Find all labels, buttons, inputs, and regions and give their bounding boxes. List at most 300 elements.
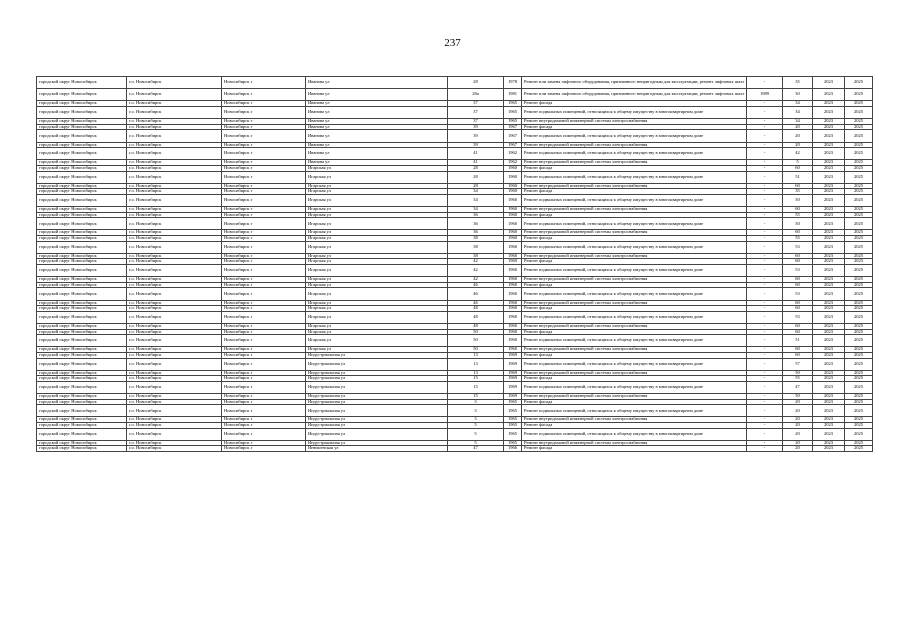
cell-house: 28 [448, 183, 504, 189]
cell-district: городской округ Новосибирск [37, 394, 127, 400]
cell-build-year: 1965 [504, 405, 522, 417]
cell-municipality: г.о. Новосибирск [127, 148, 222, 160]
cell-house: 15 [448, 394, 504, 400]
cell-plan-start: 2023 [813, 428, 845, 440]
cell-city: Новосибирск г [222, 253, 306, 259]
cell-build-year: 1967 [504, 130, 522, 142]
cell-work-type: Ремонт подвальных помещений, относящихся к общему имуществу в многоквартирном доме [522, 288, 747, 300]
cell-city: Новосибирск г [222, 160, 306, 166]
cell-street: Игарская ул [306, 329, 448, 335]
cell-work-type: Ремонт подвальных помещений, относящихся к общему имуществу в многоквартирном доме [522, 106, 747, 118]
cell-repair-year: - [747, 370, 783, 376]
cell-plan-end: 2025 [845, 405, 873, 417]
cell-wear: 20 [783, 423, 813, 429]
cell-wear: 50 [783, 370, 813, 376]
cell-wear: 60 [783, 230, 813, 236]
cell-wear: 51 [783, 335, 813, 347]
cell-plan-end: 2025 [845, 399, 873, 405]
cell-district: городской округ Новосибирск [37, 165, 127, 171]
cell-wear: 20 [783, 130, 813, 142]
cell-district: городской округ Новосибирск [37, 101, 127, 107]
cell-municipality: г.о. Новосибирск [127, 160, 222, 166]
cell-wear: 53 [783, 241, 813, 253]
cell-plan-end: 2025 [845, 142, 873, 148]
cell-wear: 20 [783, 405, 813, 417]
cell-street: Игарская ул [306, 183, 448, 189]
cell-build-year: 1978 [504, 77, 522, 89]
cell-street: Индустриальная ул [306, 394, 448, 400]
cell-plan-start: 2023 [813, 142, 845, 148]
cell-build-year: 1960 [504, 207, 522, 213]
cell-work-type: Ремонт подвальных помещений, относящихся к общему имуществу в многоквартирном доме [522, 428, 747, 440]
cell-house: 28 [448, 77, 504, 89]
cell-build-year: 1967 [504, 124, 522, 130]
cell-street: Иванова ул [306, 124, 448, 130]
cell-street: Игарская ул [306, 171, 448, 183]
cell-wear: 34 [783, 119, 813, 125]
cell-plan-end: 2025 [845, 77, 873, 89]
cell-wear: 5 [783, 160, 813, 166]
cell-repair-year: - [747, 101, 783, 107]
table-row [37, 265, 873, 277]
cell-plan-start: 2023 [813, 236, 845, 242]
cell-street: Индустриальная ул [306, 381, 448, 393]
cell-plan-start: 2023 [813, 265, 845, 277]
cell-street: Иванова ул [306, 130, 448, 142]
cell-street: Иванова ул [306, 119, 448, 125]
cell-district: городской округ Новосибирск [37, 329, 127, 335]
cell-plan-end: 2025 [845, 130, 873, 142]
cell-district: городской округ Новосибирск [37, 119, 127, 125]
cell-work-type: Ремонт внутридомовой инженерной системы электроснабжения [522, 347, 747, 353]
cell-repair-year: - [747, 183, 783, 189]
cell-plan-end: 2025 [845, 207, 873, 213]
cell-wear: 20 [783, 124, 813, 130]
cell-work-type: Ремонт подвальных помещений, относящихся к общему имуществу в многоквартирном доме [522, 130, 747, 142]
cell-plan-start: 2023 [813, 306, 845, 312]
cell-plan-end: 2025 [845, 282, 873, 288]
cell-wear: 53 [783, 265, 813, 277]
cell-district: городской округ Новосибирск [37, 207, 127, 213]
cell-city: Новосибирск г [222, 358, 306, 370]
cell-build-year: 1960 [504, 165, 522, 171]
cell-repair-year: - [747, 282, 783, 288]
cell-street: Игарская ул [306, 347, 448, 353]
cell-repair-year: - [747, 265, 783, 277]
cell-municipality: г.о. Новосибирск [127, 405, 222, 417]
cell-plan-start: 2023 [813, 417, 845, 423]
cell-city: Новосибирск г [222, 241, 306, 253]
cell-house: 37 [448, 106, 504, 118]
cell-build-year: 1960 [504, 253, 522, 259]
cell-street: Индустриальная ул [306, 370, 448, 376]
cell-city: Новосибирск г [222, 394, 306, 400]
cell-municipality: г.о. Новосибирск [127, 253, 222, 259]
cell-municipality: г.о. Новосибирск [127, 259, 222, 265]
cell-plan-start: 2023 [813, 183, 845, 189]
cell-plan-end: 2025 [845, 417, 873, 423]
cell-house: 38 [448, 253, 504, 259]
cell-wear: 50 [783, 194, 813, 206]
cell-municipality: г.о. Новосибирск [127, 277, 222, 283]
cell-municipality: г.о. Новосибирск [127, 183, 222, 189]
cell-wear: 50 [783, 218, 813, 230]
cell-street: Индустриальная ул [306, 399, 448, 405]
cell-house: 39 [448, 142, 504, 148]
cell-city: Новосибирск г [222, 236, 306, 242]
cell-district: городской округ Новосибирск [37, 428, 127, 440]
cell-municipality: г.о. Новосибирск [127, 335, 222, 347]
cell-house: 42 [448, 259, 504, 265]
cell-municipality: г.о. Новосибирск [127, 89, 222, 101]
cell-repair-year: - [747, 399, 783, 405]
cell-work-type: Ремонт подвальных помещений, относящихся к общему имуществу в многоквартирном доме [522, 265, 747, 277]
cell-plan-start: 2023 [813, 394, 845, 400]
cell-street: Индустриальная ул [306, 417, 448, 423]
cell-work-type: Ремонт подвальных помещений, относящихся к общему имуществу в многоквартирном доме [522, 218, 747, 230]
cell-municipality: г.о. Новосибирск [127, 399, 222, 405]
cell-work-type: Ремонт фасада [522, 236, 747, 242]
cell-repair-year: - [747, 394, 783, 400]
cell-plan-start: 2023 [813, 194, 845, 206]
cell-city: Новосибирск г [222, 300, 306, 306]
cell-city: Новосибирск г [222, 142, 306, 148]
cell-municipality: г.о. Новосибирск [127, 428, 222, 440]
cell-municipality: г.о. Новосибирск [127, 376, 222, 382]
table-row [37, 130, 873, 142]
cell-wear: 57 [783, 358, 813, 370]
cell-city: Новосибирск г [222, 282, 306, 288]
cell-work-type: Ремонт фасада [522, 101, 747, 107]
cell-build-year: 1960 [504, 265, 522, 277]
cell-work-type: Ремонт внутридомовой инженерной системы электроснабжения [522, 207, 747, 213]
cell-build-year: 1960 [504, 230, 522, 236]
cell-wear: 34 [783, 106, 813, 118]
cell-wear: 60 [783, 165, 813, 171]
cell-build-year: 1960 [504, 300, 522, 306]
cell-wear: 35 [783, 189, 813, 195]
cell-work-type: Ремонт внутридомовой инженерной системы электроснабжения [522, 440, 747, 446]
cell-build-year: 1960 [504, 218, 522, 230]
cell-repair-year: - [747, 142, 783, 148]
cell-municipality: г.о. Новосибирск [127, 124, 222, 130]
cell-work-type: Ремонт внутридомовой инженерной системы электроснабжения [522, 277, 747, 283]
cell-house: 42 [448, 277, 504, 283]
cell-wear: 55 [783, 376, 813, 382]
cell-build-year: 1960 [504, 347, 522, 353]
cell-plan-end: 2025 [845, 265, 873, 277]
cell-house: 36 [448, 230, 504, 236]
cell-wear: 60 [783, 183, 813, 189]
cell-repair-year: 1989 [747, 89, 783, 101]
cell-repair-year: - [747, 329, 783, 335]
cell-work-type: Ремонт подвальных помещений, относящихся к общему имуществу в многоквартирном доме [522, 171, 747, 183]
cell-house: 38 [448, 241, 504, 253]
cell-house: 5 [448, 428, 504, 440]
cell-repair-year: - [747, 417, 783, 423]
cell-plan-start: 2023 [813, 106, 845, 118]
cell-district: городской округ Новосибирск [37, 124, 127, 130]
cell-district: городской округ Новосибирск [37, 446, 127, 452]
cell-street: Инюшенская ул [306, 446, 448, 452]
cell-district: городской округ Новосибирск [37, 376, 127, 382]
cell-plan-start: 2023 [813, 171, 845, 183]
cell-municipality: г.о. Новосибирск [127, 77, 222, 89]
cell-wear: 60 [783, 323, 813, 329]
cell-wear: 60 [783, 253, 813, 259]
cell-city: Новосибирск г [222, 194, 306, 206]
cell-district: городской округ Новосибирск [37, 236, 127, 242]
cell-municipality: г.о. Новосибирск [127, 207, 222, 213]
cell-city: Новосибирск г [222, 370, 306, 376]
table-row [37, 381, 873, 393]
cell-municipality: г.о. Новосибирск [127, 165, 222, 171]
cell-house: 28 [448, 165, 504, 171]
cell-plan-end: 2025 [845, 101, 873, 107]
cell-repair-year: - [747, 124, 783, 130]
cell-wear: 47 [783, 381, 813, 393]
cell-work-type: Ремонт внутридомовой инженерной системы электроснабжения [522, 417, 747, 423]
cell-wear: 60 [783, 259, 813, 265]
cell-municipality: г.о. Новосибирск [127, 241, 222, 253]
cell-plan-end: 2025 [845, 347, 873, 353]
cell-city: Новосибирск г [222, 399, 306, 405]
cell-plan-start: 2023 [813, 89, 845, 101]
cell-district: городской округ Новосибирск [37, 381, 127, 393]
cell-plan-end: 2025 [845, 183, 873, 189]
cell-wear: 20 [783, 440, 813, 446]
table-row [37, 311, 873, 323]
cell-wear: 50 [783, 394, 813, 400]
cell-repair-year: - [747, 352, 783, 358]
cell-build-year: 1969 [504, 394, 522, 400]
cell-build-year: 1960 [504, 236, 522, 242]
cell-plan-start: 2023 [813, 335, 845, 347]
cell-municipality: г.о. Новосибирск [127, 236, 222, 242]
cell-district: городской округ Новосибирск [37, 300, 127, 306]
cell-district: городской округ Новосибирск [37, 89, 127, 101]
cell-build-year: 1965 [504, 423, 522, 429]
cell-municipality: г.о. Новосибирск [127, 352, 222, 358]
cell-municipality: г.о. Новосибирск [127, 106, 222, 118]
cell-plan-start: 2023 [813, 358, 845, 370]
cell-municipality: г.о. Новосибирск [127, 323, 222, 329]
cell-street: Индустриальная ул [306, 440, 448, 446]
cell-house: 38 [448, 236, 504, 242]
cell-plan-end: 2025 [845, 370, 873, 376]
cell-city: Новосибирск г [222, 306, 306, 312]
cell-build-year: 1965 [504, 440, 522, 446]
cell-city: Новосибирск г [222, 440, 306, 446]
register-body [37, 77, 873, 452]
cell-house: 15 [448, 381, 504, 393]
cell-wear: 20 [783, 446, 813, 452]
cell-plan-end: 2025 [845, 311, 873, 323]
cell-city: Новосибирск г [222, 119, 306, 125]
cell-plan-start: 2023 [813, 370, 845, 376]
cell-district: городской округ Новосибирск [37, 306, 127, 312]
cell-plan-start: 2023 [813, 189, 845, 195]
cell-city: Новосибирск г [222, 376, 306, 382]
cell-wear: 20 [783, 142, 813, 148]
cell-plan-start: 2023 [813, 423, 845, 429]
cell-city: Новосибирск г [222, 171, 306, 183]
cell-repair-year: - [747, 288, 783, 300]
cell-district: городской округ Новосибирск [37, 358, 127, 370]
cell-district: городской округ Новосибирск [37, 417, 127, 423]
cell-repair-year: - [747, 446, 783, 452]
cell-build-year: 1965 [504, 119, 522, 125]
cell-wear: 60 [783, 352, 813, 358]
cell-build-year: 1960 [504, 171, 522, 183]
cell-street: Игарская ул [306, 311, 448, 323]
cell-plan-start: 2023 [813, 124, 845, 130]
cell-municipality: г.о. Новосибирск [127, 218, 222, 230]
cell-street: Игарская ул [306, 253, 448, 259]
cell-wear: 20 [783, 428, 813, 440]
cell-wear: 30 [783, 89, 813, 101]
cell-work-type: Ремонт внутридомовой инженерной системы электроснабжения [522, 394, 747, 400]
cell-district: городской округ Новосибирск [37, 277, 127, 283]
cell-plan-end: 2025 [845, 440, 873, 446]
cell-city: Новосибирск г [222, 417, 306, 423]
cell-city: Новосибирск г [222, 259, 306, 265]
cell-build-year: 1960 [504, 323, 522, 329]
cell-build-year: 1960 [504, 183, 522, 189]
cell-district: городской округ Новосибирск [37, 265, 127, 277]
cell-wear: 51 [783, 171, 813, 183]
cell-municipality: г.о. Новосибирск [127, 358, 222, 370]
cell-plan-end: 2025 [845, 106, 873, 118]
cell-city: Новосибирск г [222, 212, 306, 218]
cell-build-year: 1981 [504, 89, 522, 101]
cell-repair-year: - [747, 335, 783, 347]
cell-wear: 60 [783, 282, 813, 288]
cell-house: 36 [448, 218, 504, 230]
cell-wear: 35 [783, 77, 813, 89]
cell-repair-year: - [747, 306, 783, 312]
cell-wear: 53 [783, 311, 813, 323]
cell-district: городской округ Новосибирск [37, 323, 127, 329]
cell-plan-end: 2025 [845, 241, 873, 253]
cell-house: 28 [448, 171, 504, 183]
cell-city: Новосибирск г [222, 311, 306, 323]
cell-repair-year: - [747, 253, 783, 259]
cell-municipality: г.о. Новосибирск [127, 423, 222, 429]
cell-city: Новосибирск г [222, 405, 306, 417]
cell-city: Новосибирск г [222, 189, 306, 195]
cell-district: городской округ Новосибирск [37, 212, 127, 218]
cell-wear: 60 [783, 347, 813, 353]
cell-city: Новосибирск г [222, 106, 306, 118]
cell-plan-end: 2025 [845, 253, 873, 259]
cell-plan-start: 2023 [813, 101, 845, 107]
cell-street: Игарская ул [306, 265, 448, 277]
page-number: 237 [444, 37, 461, 49]
cell-city: Новосибирск г [222, 77, 306, 89]
cell-district: городской округ Новосибирск [37, 423, 127, 429]
cell-build-year: 1969 [504, 376, 522, 382]
cell-district: городской округ Новосибирск [37, 183, 127, 189]
cell-municipality: г.о. Новосибирск [127, 394, 222, 400]
table-row [37, 241, 873, 253]
cell-plan-start: 2023 [813, 253, 845, 259]
cell-plan-end: 2025 [845, 124, 873, 130]
cell-repair-year: - [747, 376, 783, 382]
cell-plan-end: 2025 [845, 89, 873, 101]
cell-repair-year: - [747, 160, 783, 166]
cell-work-type: Ремонт внутридомовой инженерной системы электроснабжения [522, 323, 747, 329]
cell-plan-start: 2023 [813, 446, 845, 452]
cell-plan-end: 2025 [845, 376, 873, 382]
cell-repair-year: - [747, 236, 783, 242]
cell-street: Игарская ул [306, 241, 448, 253]
cell-municipality: г.о. Новосибирск [127, 130, 222, 142]
cell-district: городской округ Новосибирск [37, 189, 127, 195]
cell-street: Игарская ул [306, 306, 448, 312]
cell-plan-end: 2025 [845, 446, 873, 452]
cell-street: Игарская ул [306, 236, 448, 242]
table-row [37, 218, 873, 230]
register-table [36, 76, 873, 452]
cell-plan-start: 2023 [813, 440, 845, 446]
cell-work-type: Ремонт подвальных помещений, относящихся к общему имуществу в многоквартирном доме [522, 241, 747, 253]
cell-house: 13 [448, 352, 504, 358]
cell-plan-end: 2025 [845, 148, 873, 160]
cell-city: Новосибирск г [222, 335, 306, 347]
cell-house: 48 [448, 311, 504, 323]
cell-plan-end: 2025 [845, 119, 873, 125]
cell-build-year: 1960 [504, 282, 522, 288]
cell-plan-start: 2023 [813, 352, 845, 358]
cell-repair-year: - [747, 358, 783, 370]
cell-street: Игарская ул [306, 165, 448, 171]
cell-work-type: Ремонт внутридомовой инженерной системы электроснабжения [522, 183, 747, 189]
cell-work-type: Ремонт внутридомовой инженерной системы электроснабжения [522, 230, 747, 236]
cell-work-type: Ремонт внутридомовой инженерной системы электроснабжения [522, 300, 747, 306]
cell-build-year: 1969 [504, 358, 522, 370]
cell-city: Новосибирск г [222, 352, 306, 358]
cell-house: 28а [448, 89, 504, 101]
cell-build-year: 1965 [504, 428, 522, 440]
cell-build-year: 1969 [504, 370, 522, 376]
cell-wear: 42 [783, 148, 813, 160]
cell-repair-year: - [747, 106, 783, 118]
cell-repair-year: - [747, 259, 783, 265]
cell-build-year: 1960 [504, 306, 522, 312]
cell-plan-start: 2023 [813, 323, 845, 329]
cell-street: Индустриальная ул [306, 405, 448, 417]
cell-municipality: г.о. Новосибирск [127, 230, 222, 236]
cell-city: Новосибирск г [222, 218, 306, 230]
cell-plan-end: 2025 [845, 423, 873, 429]
cell-repair-year: - [747, 207, 783, 213]
cell-street: Иванова ул [306, 160, 448, 166]
cell-municipality: г.о. Новосибирск [127, 446, 222, 452]
cell-work-type: Ремонт внутридомовой инженерной системы электроснабжения [522, 160, 747, 166]
cell-plan-end: 2025 [845, 160, 873, 166]
cell-plan-end: 2025 [845, 381, 873, 393]
cell-plan-start: 2023 [813, 241, 845, 253]
table-row [37, 405, 873, 417]
cell-house: 5 [448, 440, 504, 446]
cell-street: Иванова ул [306, 106, 448, 118]
cell-municipality: г.о. Новосибирск [127, 212, 222, 218]
cell-work-type: Ремонт фасада [522, 282, 747, 288]
cell-work-type: Ремонт фасада [522, 124, 747, 130]
cell-municipality: г.о. Новосибирск [127, 142, 222, 148]
cell-house: 5 [448, 423, 504, 429]
